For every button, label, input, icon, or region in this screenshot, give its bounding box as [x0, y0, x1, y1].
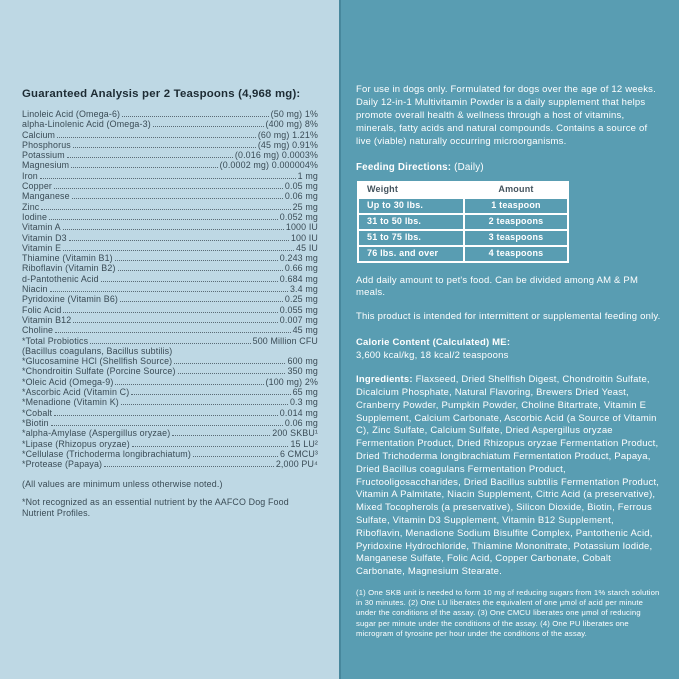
nutrient-value: 0.25 mg	[284, 294, 318, 305]
nutrient-value: (60 mg) 1.21%	[257, 129, 318, 140]
nutrient-value: (400 mg) 8%	[265, 119, 318, 130]
nutrient-name: Phosphorus	[22, 139, 71, 150]
amount-cell: 4 teaspoons	[465, 247, 567, 261]
analysis-row	[22, 233, 318, 243]
nutrient-value: (0.016 mg) 0.0003%	[234, 150, 318, 161]
nutrient-name: Manganese	[22, 191, 70, 202]
nutrient-name: Vitamin B12	[22, 314, 72, 325]
analysis-row	[22, 387, 318, 397]
analysis-row	[22, 366, 318, 376]
nutrient-value: 6 CMCU³	[279, 448, 318, 459]
guaranteed-analysis-list	[22, 109, 318, 469]
nutrient-name: Thiamine (Vitamin B1)	[22, 253, 113, 264]
nutrient-name: *Chondroitin Sulfate (Porcine Source)	[22, 366, 176, 377]
analysis-row	[22, 459, 318, 469]
dot-leader	[73, 322, 277, 323]
nutrient-name: Riboflavin (Vitamin B2)	[22, 263, 116, 274]
analysis-row	[22, 397, 318, 407]
analysis-row	[22, 305, 318, 315]
feeding-notes	[356, 275, 662, 325]
dot-leader	[122, 116, 268, 117]
nutrient-value: 200 SKBU¹	[272, 428, 318, 439]
analysis-row	[22, 202, 318, 212]
nutrient-name: Niacin	[22, 284, 48, 295]
analysis-row	[22, 377, 318, 387]
nutrient-value: 0.06 mg	[284, 191, 318, 202]
nutrient-name: Iron	[22, 170, 38, 181]
nutrient-value: 0.055 mg	[279, 304, 318, 315]
analysis-row	[22, 119, 318, 129]
amount-cell: 3 teaspoons	[465, 231, 567, 245]
dot-leader	[63, 229, 284, 230]
ingredients-label: Ingredients:	[356, 374, 413, 386]
feeding-note: Add daily amount to pet's food. Can be divided among AM & PM meals.	[356, 274, 639, 299]
nutrient-name: *Cellulase (Trichoderma longibrachiatum)	[22, 448, 191, 459]
nutrient-value: 500 Million CFU	[252, 335, 318, 346]
feeding-table-row	[359, 199, 567, 213]
nutrient-value: 0.3 mg	[289, 397, 318, 408]
nutrient-name: Vitamin D3	[22, 232, 67, 243]
nutrient-value: 45 IU	[296, 242, 318, 253]
amount-cell: 1 teaspoon	[465, 199, 567, 213]
nutrient-name: *Ascorbic Acid (Vitamin C)	[22, 387, 130, 398]
analysis-notes	[22, 479, 318, 518]
guaranteed-analysis-panel	[0, 0, 339, 679]
nutrient-value: 45 mg	[292, 325, 318, 336]
analysis-row	[22, 253, 318, 263]
analysis-row	[22, 428, 318, 438]
nutrient-value: 1 mg	[297, 170, 318, 181]
analysis-row	[22, 356, 318, 366]
nutrient-value: 0.052 mg	[279, 211, 318, 222]
analysis-row	[22, 449, 318, 459]
analysis-row	[22, 212, 318, 222]
dot-leader	[193, 456, 278, 457]
nutrient-name: alpha-Linolenic Acid (Omega-3)	[22, 119, 151, 130]
dot-leader	[55, 332, 290, 333]
nutrient-value: 100 IU	[290, 232, 318, 243]
dot-leader	[115, 384, 263, 385]
nutrient-name: Vitamin A	[22, 222, 61, 233]
dot-leader	[172, 435, 270, 436]
dot-leader	[49, 219, 278, 220]
directions-panel	[339, 0, 679, 679]
nutrient-value: (50 mg) 1%	[270, 109, 318, 119]
nutrient-name: Copper	[22, 181, 53, 192]
nutrient-value: 65 mg	[292, 387, 318, 398]
feeding-table	[357, 181, 569, 263]
analysis-row	[22, 171, 318, 181]
feeding-note: This product is intended for intermittent or supplemental feeding only.	[356, 311, 661, 323]
dot-leader	[178, 373, 286, 374]
nutrient-name: *alpha-Amylase (Aspergillus oryzae)	[22, 428, 171, 439]
analysis-row	[22, 408, 318, 418]
nutrient-name: Calcium	[22, 129, 56, 140]
analysis-row	[22, 181, 318, 191]
weight-cell: 76 lbs. and over	[359, 247, 463, 261]
analysis-row	[22, 439, 318, 449]
analysis-row	[22, 191, 318, 201]
nutrient-name: Potassium	[22, 150, 65, 161]
analysis-row	[22, 130, 318, 140]
analysis-row	[22, 274, 318, 284]
nutrient-value: 25 mg	[292, 201, 318, 212]
nutrient-value: (0.0002 mg) 0.000004%	[219, 160, 318, 171]
nutrient-value: (45 mg) 0.91%	[257, 139, 318, 150]
feeding-table-row	[359, 215, 567, 229]
analysis-note: (All values are minimum unless otherwise noted.)	[22, 479, 223, 490]
feeding-table-row	[359, 231, 567, 245]
nutrient-value: 600 mg	[287, 356, 318, 367]
nutrient-name: *Oleic Acid (Omega-9)	[22, 376, 114, 387]
dot-leader	[121, 404, 288, 405]
calorie-content-heading: Calorie Content (Calculated) ME:	[356, 337, 511, 349]
nutrient-value: 0.05 mg	[284, 181, 318, 192]
dot-leader	[174, 363, 285, 364]
nutrient-name: d-Pantothenic Acid	[22, 273, 99, 284]
dot-leader	[132, 446, 289, 447]
dot-leader	[54, 188, 283, 189]
nutrient-name: Iodine	[22, 211, 48, 222]
nutrient-value: 0.007 mg	[279, 314, 318, 325]
dot-leader	[118, 270, 283, 271]
nutrient-value: 0.014 mg	[279, 407, 318, 418]
usage-intro: For use in dogs only. Formulated for dogs over the age of 12 weeks. Daily 12-in-1 Multivitamin Powder is a daily supplement that helps promote overall health & wellness through a host of vitamins, minerals, fatty acids and natural compounds. Contains a source of live (viable) naturally occurring microorganisms.	[356, 84, 656, 147]
amount-column-header: Amount	[465, 183, 567, 197]
feeding-table-row	[359, 247, 567, 261]
nutrient-name: Folic Acid	[22, 304, 62, 315]
nutrient-name: *Glucosamine HCl (Shellfish Source)	[22, 356, 173, 367]
analysis-row	[22, 263, 318, 273]
nutrient-name: (Bacillus coagulans, Bacillus subtilis)	[22, 345, 173, 356]
dot-leader	[72, 198, 283, 199]
dot-leader	[57, 137, 256, 138]
nutrient-value: 15 LU²	[290, 438, 318, 449]
nutrient-name: *Lipase (Rhizopus oryzae)	[22, 438, 130, 449]
nutrient-value: 350 mg	[287, 366, 318, 377]
nutrient-name: Vitamin E	[22, 242, 62, 253]
feeding-directions-heading	[356, 162, 662, 174]
dot-leader	[131, 394, 290, 395]
enzyme-unit-footnote: (1) One SKB unit is needed to form 10 mg of reducing sugars from 1% starch solution in 30 minutes. (2) One LU liberates the equivalent of one μmol of acid per minute under the conditions of the assay. (3) One CMCU liberates one μmol of reducing sugar per minute under the conditions of the assay. (4) One PU liberates one microgram of tyrosine per hour under the conditions of the assay.	[356, 588, 660, 638]
analysis-row	[22, 346, 318, 356]
nutrient-value: (100 mg) 2%	[265, 376, 318, 387]
analysis-row	[22, 222, 318, 232]
analysis-row	[22, 336, 318, 346]
analysis-row	[22, 315, 318, 325]
weight-cell: Up to 30 lbs.	[359, 199, 463, 213]
feeding-directions-label: Feeding Directions:	[356, 161, 452, 173]
nutrient-value: 3.4 mg	[289, 284, 318, 295]
nutrient-name: Zinc	[22, 201, 40, 212]
dot-leader	[41, 209, 290, 210]
nutrient-value: 1000 IU	[285, 222, 318, 233]
guaranteed-analysis-heading: Guaranteed Analysis per 2 Teaspoons (4,968 mg):	[22, 88, 301, 100]
feeding-table-header	[359, 183, 567, 197]
feeding-directions-suffix: (Daily)	[451, 161, 484, 173]
nutrient-name: Linoleic Acid (Omega-6)	[22, 109, 121, 119]
dot-leader	[63, 250, 294, 251]
analysis-row	[22, 325, 318, 335]
nutrient-value: 0.06 mg	[284, 417, 318, 428]
nutrient-name: Pyridoxine (Vitamin B6)	[22, 294, 119, 305]
nutrient-name: *Cobalt	[22, 407, 53, 418]
weight-cell: 51 to 75 lbs.	[359, 231, 463, 245]
analysis-row	[22, 109, 318, 119]
analysis-row	[22, 160, 318, 170]
nutrient-value: 0.66 mg	[284, 263, 318, 274]
dot-leader	[40, 178, 296, 179]
nutrient-name: Magnesium	[22, 160, 70, 171]
ingredients-paragraph	[356, 374, 662, 579]
dot-leader	[90, 343, 250, 344]
weight-cell: 31 to 50 lbs.	[359, 215, 463, 229]
nutrient-value: 0.684 mg	[279, 273, 318, 284]
ingredients-text: Flaxseed, Dried Shellfish Digest, Chondroitin Sulfate, Dicalcium Phosphate, Natural Flavoring, Brewers Dried Yeast, Cranberry Powder, Pumpkin Powder, Choline Bitartrate, Vitamin E Supplement, Calcium Carbonate, Ascorbic Acid (a Source of Vitamin C), Zinc Sulfate, Calcium Sulfate, Dried Aspergillus oryzae Fermentation Product, Dried Rhizopus oryzae Fermentation Product, Dried Trichoderma longibrachiatum Fermentation Product, Papaya, Dried Bacillus coagulans Fermentation Product, Fructooligosaccharides, Dried Bacillus subtilis Fermentation Product, Vitamin A Palmitate, Niacin Supplement, Citric Acid (a preservative), Mixed Tocopherols (a preservative), Silicon Dioxide, Biotin, Ferrous Sulfate, Vitamin D3 Supplement, Vitamin B12 Supplement, Riboflavin, Menadione Sodium Bisulfite Complex, Pantothenic Acid, Pyridoxine Hydrochloride, Thiamine Mononitrate, Potassium Iodide, Manganese Sulfate, Folic Acid, Copper Carbonate, Cobalt Carbonate, Magnesium Stearate.	[356, 374, 660, 578]
nutrient-value: 2,000 PU⁴	[275, 459, 318, 470]
dot-leader	[153, 126, 264, 127]
analysis-row	[22, 243, 318, 253]
analysis-row	[22, 294, 318, 304]
analysis-note: *Not recognized as an essential nutrient by the AAFCO Dog Food Nutrient Profiles.	[22, 496, 289, 518]
nutrient-name: *Protease (Papaya)	[22, 459, 103, 470]
dot-leader	[50, 291, 288, 292]
nutrient-name: *Biotin	[22, 417, 49, 428]
dot-leader	[101, 281, 278, 282]
dot-leader	[71, 167, 217, 168]
analysis-row	[22, 418, 318, 428]
dot-leader	[120, 301, 283, 302]
nutrient-name: *Total Probiotics	[22, 335, 89, 346]
dot-leader	[51, 425, 283, 426]
dot-leader	[73, 147, 256, 148]
dot-leader	[63, 312, 277, 313]
dot-leader	[54, 415, 278, 416]
analysis-row	[22, 150, 318, 160]
dot-leader	[115, 260, 278, 261]
nutrient-name: *Menadione (Vitamin K)	[22, 397, 119, 408]
amount-cell: 2 teaspoons	[465, 215, 567, 229]
nutrient-name: Choline	[22, 325, 54, 336]
analysis-row	[22, 284, 318, 294]
analysis-row	[22, 140, 318, 150]
dot-leader	[67, 157, 233, 158]
weight-column-header: Weight	[359, 183, 463, 197]
dot-leader	[69, 240, 289, 241]
calorie-content-value: 3,600 kcal/kg, 18 kcal/2 teaspoons	[356, 349, 509, 361]
dot-leader	[104, 466, 274, 467]
nutrient-value: 0.243 mg	[279, 253, 318, 264]
feeding-table-body	[359, 199, 567, 261]
